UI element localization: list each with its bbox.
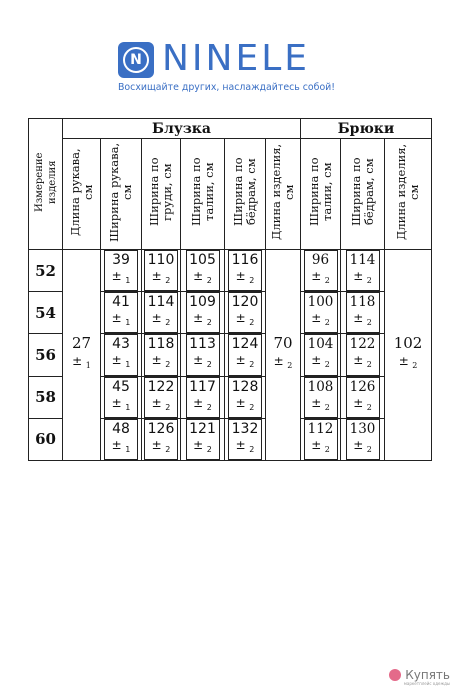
trousers-hip-cell [341,250,385,292]
sleeve-width-tolerance [105,268,137,289]
tolerance-value: 1 [125,276,131,286]
sleeve-width-cell [101,334,142,376]
sleeve-width [104,377,138,418]
trousers-hip-tolerance [347,437,379,458]
size-label: 54 [29,292,63,334]
blouse-length [266,334,300,375]
size-header-cell [29,119,63,250]
waist-width-value: 105 [189,252,216,268]
sleeve-width-tolerance [105,352,137,373]
plus-minus: ± [111,311,122,326]
tolerance-value: 1 [85,361,91,371]
brand-tagline: Восхищайте других, наслаждайтесь собой! [118,82,336,93]
sleeve-width-value: 41 [112,294,130,311]
tolerance-value: 2 [287,361,293,371]
col-header [181,139,225,250]
sleeve-width-tolerance [105,310,137,331]
trousers-hip-value: 118 [349,294,376,311]
col-trousers-length: Длина изделия, см [394,143,422,241]
chest-width-tolerance [145,310,177,331]
table-row [29,250,432,292]
plus-minus: ± [235,311,246,326]
plus-minus: ± [111,353,122,368]
tolerance-value: 2 [366,444,372,454]
col-trousers-waist: Ширина по талии, см [306,157,334,227]
trousers-waist-tolerance [305,395,337,416]
waist-width-value: 113 [189,336,216,353]
hip-width-value: 132 [231,420,259,437]
tolerance-value: 2 [366,360,372,370]
plus-minus: ± [311,311,322,326]
sleeve-width-tolerance [105,437,137,458]
chest-width-value: 118 [147,336,175,353]
trousers-waist [304,292,338,333]
tolerance-value: 2 [412,361,418,371]
trousers-hip [346,250,380,291]
trousers-hip-value: 114 [349,252,376,268]
hip-width-tolerance [229,352,261,373]
col-header [266,139,301,250]
plus-minus: ± [193,395,204,410]
chest-width [144,377,178,418]
size-label: 58 [29,376,63,418]
waist-width-cell [181,376,225,418]
tolerance-value: 2 [366,318,372,328]
trousers-hip-value: 130 [349,420,376,437]
plus-minus: ± [151,395,162,410]
chest-width-cell [142,334,181,376]
tolerance-value: 2 [206,402,212,412]
chest-width [144,419,178,460]
chest-width [144,292,178,333]
sleeve-length-tolerance [63,352,100,375]
tolerance-value: 1 [125,444,131,454]
trousers-length-value: 102 [393,334,423,353]
tolerance-value: 2 [249,402,255,412]
chest-width-value: 126 [147,420,175,437]
waist-width-cell [181,418,225,460]
plus-minus: ± [235,437,246,452]
hip-width-value: 124 [231,336,259,353]
plus-minus: ± [311,437,322,452]
col-header [101,139,142,250]
group-blouse: Блузка [63,119,301,139]
trousers-waist [304,334,338,375]
sleeve-width-cell [101,376,142,418]
tolerance-value: 2 [206,444,212,454]
waist-width-value: 117 [189,378,216,395]
plus-minus: ± [353,395,364,410]
group-trousers: Брюки [301,119,432,139]
hip-width-value: 116 [231,252,259,268]
col-waist-width: Ширина по талии, см [188,157,216,227]
trousers-waist-value: 112 [307,420,334,437]
plus-minus: ± [311,269,322,283]
trousers-waist-value: 108 [307,378,334,395]
hip-width-value: 120 [231,294,259,311]
watermark-text: Купять [405,668,450,682]
logo-letter: N [123,47,149,73]
chest-width-cell [142,376,181,418]
trousers-length-cell [385,250,432,461]
sleeve-width-cell [101,250,142,292]
size-header: Измерение изделия [33,152,58,212]
waist-width-tolerance [187,437,219,458]
chest-width [144,250,178,291]
tolerance-value: 2 [165,276,171,286]
plus-minus: ± [193,353,204,368]
col-header [63,139,101,250]
hip-width [228,250,262,291]
plus-minus: ± [151,311,162,326]
trousers-hip-cell [341,292,385,334]
chest-width-tolerance [145,437,177,458]
waist-width-tolerance [187,352,219,373]
blouse-length-tolerance [266,352,300,375]
plus-minus: ± [111,269,122,283]
brand-logo-icon [118,42,154,78]
col-sleeve-length: Длина рукава, см [67,148,95,236]
sleeve-length-value: 27 [71,334,92,353]
chest-width-value: 122 [147,378,175,395]
tolerance-value: 2 [324,402,330,412]
plus-minus: ± [398,354,409,369]
col-header [301,139,341,250]
sleeve-width-value: 39 [112,252,130,268]
sleeve-width-cell [101,418,142,460]
trousers-hip-value: 122 [349,336,376,353]
trousers-waist-tolerance [305,437,337,458]
waist-width-cell [181,292,225,334]
chest-width [144,334,178,375]
hip-width-tolerance [229,310,261,331]
plus-minus: ± [353,269,364,283]
plus-minus: ± [151,437,162,452]
hip-width-value: 128 [231,378,259,395]
waist-width [186,377,220,418]
trousers-hip-value: 126 [349,378,376,395]
plus-minus: ± [72,354,83,369]
chest-width-value: 110 [147,252,175,268]
blouse-length-value: 70 [273,334,293,353]
trousers-waist-cell [301,334,341,376]
tolerance-value: 1 [125,318,131,328]
sleeve-width-cell [101,292,142,334]
plus-minus: ± [353,437,364,452]
tolerance-value: 2 [324,444,330,454]
tolerance-value: 2 [249,276,255,286]
hip-width-tolerance [229,395,261,416]
trousers-hip-cell [341,334,385,376]
plus-minus: ± [273,354,284,369]
brand-name: NINELE [162,38,311,79]
sleeve-width [104,334,138,375]
tolerance-value: 2 [249,360,255,370]
sleeve-width-value: 45 [112,378,130,395]
size-label: 52 [29,250,63,292]
sleeve-width [104,419,138,460]
plus-minus: ± [193,311,204,326]
trousers-hip [346,334,380,375]
plus-minus: ± [235,269,246,283]
waist-width [186,250,220,291]
hip-width-cell [225,376,266,418]
trousers-hip-tolerance [347,352,379,373]
plus-minus: ± [311,395,322,410]
hip-width-cell [225,292,266,334]
tolerance-value: 2 [324,360,330,370]
plus-minus: ± [235,353,246,368]
plus-minus: ± [111,437,122,452]
plus-minus: ± [111,395,122,410]
waist-width [186,292,220,333]
waist-width [186,334,220,375]
plus-minus: ± [151,353,162,368]
tolerance-value: 2 [165,318,171,328]
col-chest-width: Ширина по груди, см [147,157,174,227]
trousers-hip-tolerance [347,268,379,289]
sleeve-length-cell [63,250,101,461]
tolerance-value: 2 [206,360,212,370]
sleeve-width-tolerance [105,395,137,416]
chest-width-tolerance [145,268,177,289]
sleeve-width-value: 43 [112,336,130,353]
col-header [385,139,432,250]
hip-width [228,292,262,333]
trousers-waist-cell [301,292,341,334]
waist-width-cell [181,250,225,292]
chest-width-cell [142,250,181,292]
trousers-waist [304,250,338,291]
tolerance-value: 2 [165,360,171,370]
tolerance-value: 1 [125,402,131,412]
hip-width-tolerance [229,437,261,458]
trousers-waist-value: 96 [311,252,330,268]
trousers-waist-value: 104 [307,336,334,353]
waist-width-tolerance [187,268,219,289]
trousers-waist-tolerance [305,352,337,373]
tolerance-value: 2 [324,276,330,286]
hip-width [228,334,262,375]
trousers-hip-tolerance [347,310,379,331]
trousers-waist-cell [301,250,341,292]
waist-width-tolerance [187,395,219,416]
blouse-length-cell [266,250,301,461]
trousers-waist-tolerance [305,310,337,331]
tolerance-value: 2 [366,276,372,286]
sleeve-width [104,292,138,333]
col-header [142,139,181,250]
plus-minus: ± [311,353,322,368]
size-label: 60 [29,418,63,460]
hip-width-cell [225,250,266,292]
hip-width [228,377,262,418]
trousers-waist [304,377,338,418]
chest-width-value: 114 [147,294,175,311]
waist-width-tolerance [187,310,219,331]
tolerance-value: 2 [249,318,255,328]
waist-width [186,419,220,460]
plus-minus: ± [151,269,162,283]
tolerance-value: 2 [206,318,212,328]
tolerance-value: 2 [165,444,171,454]
waist-width-value: 109 [189,294,216,311]
trousers-hip [346,377,380,418]
trousers-hip [346,292,380,333]
col-blouse-length: Длина изделия, см [269,143,296,241]
col-hip-width: Ширина по бёдрам, см [231,157,258,227]
tolerance-value: 2 [324,318,330,328]
tolerance-value: 2 [249,444,255,454]
sleeve-width [104,250,138,291]
watermark [389,668,450,686]
chest-width-cell [142,418,181,460]
col-header [225,139,266,250]
brand-header [118,40,358,96]
chest-width-cell [142,292,181,334]
col-header [341,139,385,250]
watermark-logo-icon [389,669,401,681]
tolerance-value: 2 [165,402,171,412]
trousers-length [385,334,431,375]
plus-minus: ± [193,437,204,452]
waist-width-value: 121 [189,420,216,437]
plus-minus: ± [353,311,364,326]
trousers-waist-value: 100 [307,294,334,311]
tolerance-value: 2 [206,276,212,286]
trousers-waist-cell [301,376,341,418]
plus-minus: ± [353,353,364,368]
plus-minus: ± [193,269,204,283]
hip-width-cell [225,418,266,460]
trousers-length-tolerance [385,352,431,375]
waist-width-cell [181,334,225,376]
watermark-subtext: маркетплейс одежды [403,681,450,686]
col-sleeve-width: Ширина рукава, см [107,142,134,242]
size-table [28,118,432,461]
col-trousers-hip: Ширина по бёдрам, см [348,157,376,227]
plus-minus: ± [235,395,246,410]
trousers-waist-cell [301,418,341,460]
sleeve-length [63,334,100,375]
trousers-waist-tolerance [305,268,337,289]
trousers-hip-cell [341,418,385,460]
sleeve-width-value: 48 [112,420,130,437]
chest-width-tolerance [145,395,177,416]
tolerance-value: 1 [125,360,131,370]
trousers-hip-cell [341,376,385,418]
trousers-hip [346,419,380,460]
hip-width-cell [225,334,266,376]
chest-width-tolerance [145,352,177,373]
size-label: 56 [29,334,63,376]
tolerance-value: 2 [366,402,372,412]
hip-width-tolerance [229,268,261,289]
hip-width [228,419,262,460]
trousers-hip-tolerance [347,395,379,416]
trousers-waist [304,419,338,460]
